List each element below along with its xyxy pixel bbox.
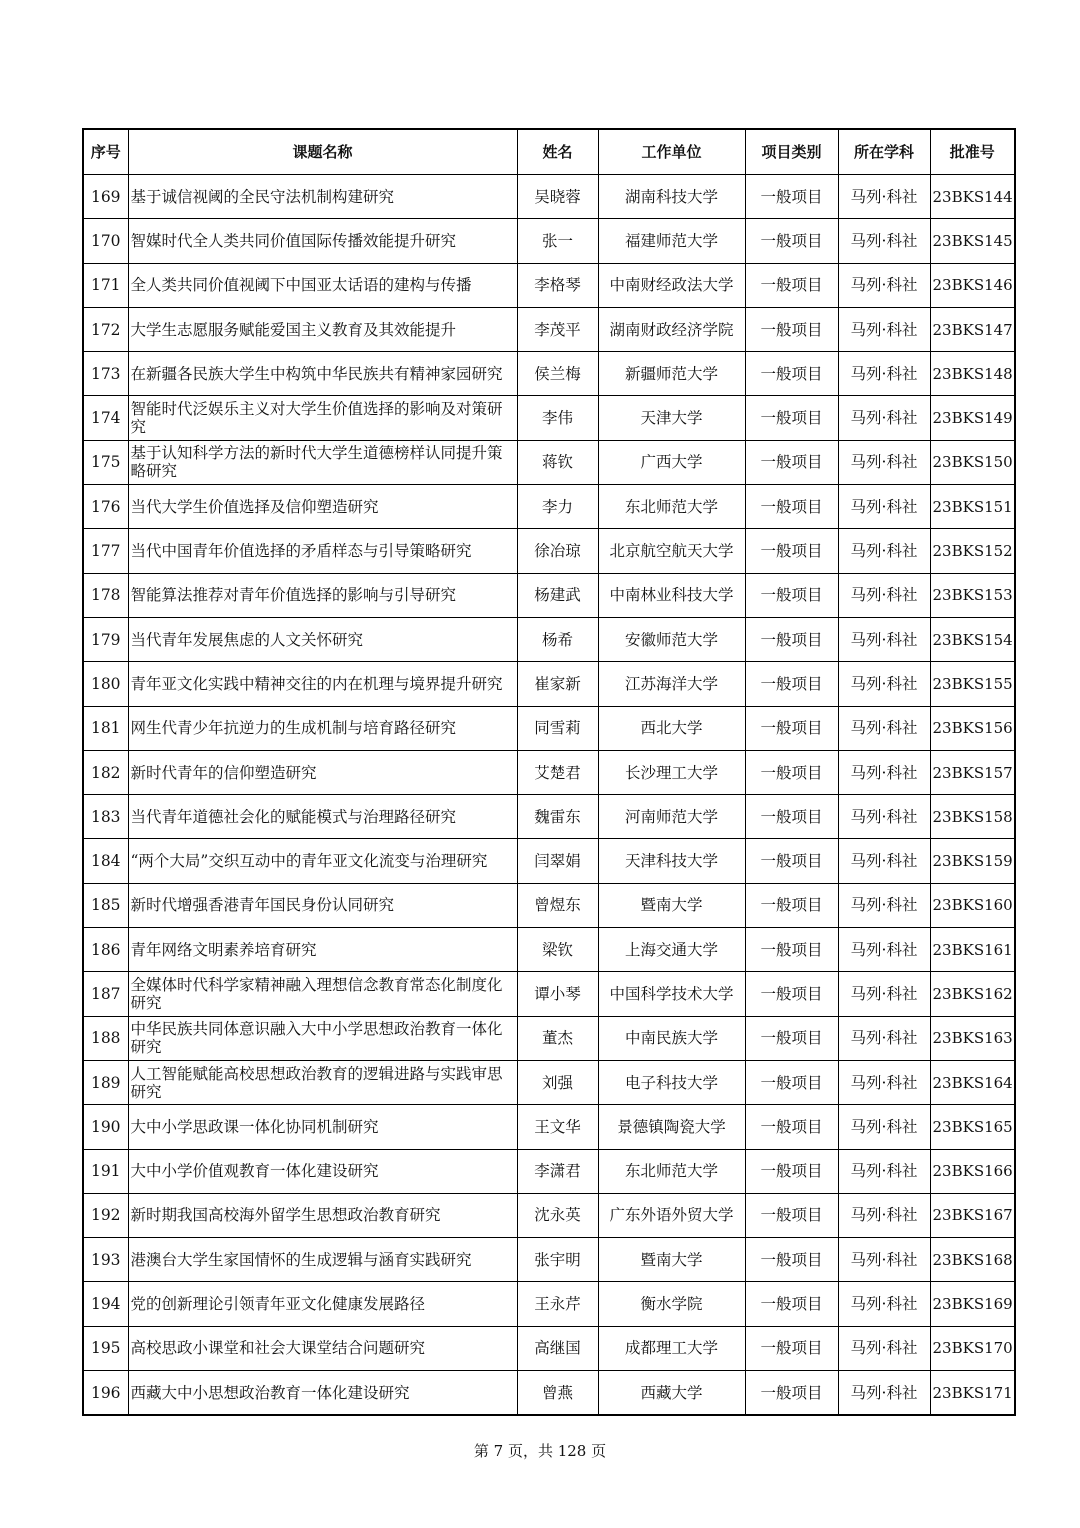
discipline: 马列·科社 bbox=[838, 396, 930, 440]
table-row bbox=[83, 396, 1015, 440]
project-category: 一般项目 bbox=[745, 1105, 838, 1149]
project-title: 大中小学思政课一体化协同机制研究 bbox=[128, 1105, 517, 1149]
researcher-name: 张宇明 bbox=[517, 1238, 598, 1282]
project-category: 一般项目 bbox=[745, 440, 838, 484]
work-unit: 新疆师范大学 bbox=[598, 352, 745, 396]
approval-number: 23BKS155 bbox=[930, 662, 1015, 706]
work-unit: 暨南大学 bbox=[598, 1238, 745, 1282]
work-unit: 河南师范大学 bbox=[598, 795, 745, 839]
project-title: 网生代青少年抗逆力的生成机制与培育路径研究 bbox=[128, 706, 517, 750]
row-index: 187 bbox=[83, 972, 128, 1016]
approval-number: 23BKS146 bbox=[930, 263, 1015, 307]
header-title: 课题名称 bbox=[128, 129, 517, 175]
researcher-name: 曾燕 bbox=[517, 1371, 598, 1416]
table-row bbox=[83, 883, 1015, 927]
work-unit: 电子科技大学 bbox=[598, 1060, 745, 1104]
researcher-name: 梁钦 bbox=[517, 928, 598, 972]
project-category: 一般项目 bbox=[745, 1238, 838, 1282]
project-category: 一般项目 bbox=[745, 307, 838, 351]
table-row bbox=[83, 1016, 1015, 1060]
header-category: 项目类别 bbox=[745, 129, 838, 175]
discipline: 马列·科社 bbox=[838, 1326, 930, 1370]
researcher-name: 艾楚君 bbox=[517, 750, 598, 794]
table-row bbox=[83, 1060, 1015, 1104]
approval-number: 23BKS164 bbox=[930, 1060, 1015, 1104]
approval-number: 23BKS144 bbox=[930, 175, 1015, 219]
researcher-name: 徐冶琼 bbox=[517, 529, 598, 573]
row-index: 185 bbox=[83, 883, 128, 927]
discipline: 马列·科社 bbox=[838, 883, 930, 927]
table-body bbox=[83, 175, 1015, 1416]
table-row bbox=[83, 1371, 1015, 1416]
work-unit: 中国科学技术大学 bbox=[598, 972, 745, 1016]
project-category: 一般项目 bbox=[745, 263, 838, 307]
approval-number: 23BKS149 bbox=[930, 396, 1015, 440]
row-index: 192 bbox=[83, 1193, 128, 1237]
work-unit: 江苏海洋大学 bbox=[598, 662, 745, 706]
project-category: 一般项目 bbox=[745, 662, 838, 706]
work-unit: 天津科技大学 bbox=[598, 839, 745, 883]
approval-number: 23BKS148 bbox=[930, 352, 1015, 396]
header-name: 姓名 bbox=[517, 129, 598, 175]
discipline: 马列·科社 bbox=[838, 529, 930, 573]
project-title: 全人类共同价值视阈下中国亚太话语的建构与传播 bbox=[128, 263, 517, 307]
discipline: 马列·科社 bbox=[838, 1105, 930, 1149]
table-row bbox=[83, 219, 1015, 263]
project-category: 一般项目 bbox=[745, 617, 838, 661]
work-unit: 广东外语外贸大学 bbox=[598, 1193, 745, 1237]
table-row bbox=[83, 440, 1015, 484]
table-header-row bbox=[83, 129, 1015, 175]
discipline: 马列·科社 bbox=[838, 1016, 930, 1060]
researcher-name: 李伟 bbox=[517, 396, 598, 440]
table-row bbox=[83, 1282, 1015, 1326]
row-index: 178 bbox=[83, 573, 128, 617]
researcher-name: 李潇君 bbox=[517, 1149, 598, 1193]
row-index: 174 bbox=[83, 396, 128, 440]
work-unit: 暨南大学 bbox=[598, 883, 745, 927]
researcher-name: 沈永英 bbox=[517, 1193, 598, 1237]
row-index: 195 bbox=[83, 1326, 128, 1370]
approval-number: 23BKS156 bbox=[930, 706, 1015, 750]
row-index: 173 bbox=[83, 352, 128, 396]
discipline: 马列·科社 bbox=[838, 352, 930, 396]
project-category: 一般项目 bbox=[745, 573, 838, 617]
project-title: 当代青年道德社会化的赋能模式与治理路径研究 bbox=[128, 795, 517, 839]
discipline: 马列·科社 bbox=[838, 440, 930, 484]
table-row bbox=[83, 263, 1015, 307]
approval-number: 23BKS166 bbox=[930, 1149, 1015, 1193]
researcher-name: 董杰 bbox=[517, 1016, 598, 1060]
project-title: 新时代青年的信仰塑造研究 bbox=[128, 750, 517, 794]
table-row bbox=[83, 485, 1015, 529]
table-row bbox=[83, 839, 1015, 883]
project-title: 高校思政小课堂和社会大课堂结合问题研究 bbox=[128, 1326, 517, 1370]
approval-number: 23BKS150 bbox=[930, 440, 1015, 484]
approval-number: 23BKS163 bbox=[930, 1016, 1015, 1060]
discipline: 马列·科社 bbox=[838, 706, 930, 750]
row-index: 183 bbox=[83, 795, 128, 839]
project-title: 智媒时代全人类共同价值国际传播效能提升研究 bbox=[128, 219, 517, 263]
work-unit: 西北大学 bbox=[598, 706, 745, 750]
discipline: 马列·科社 bbox=[838, 928, 930, 972]
row-index: 181 bbox=[83, 706, 128, 750]
work-unit: 北京航空航天大学 bbox=[598, 529, 745, 573]
row-index: 196 bbox=[83, 1371, 128, 1416]
discipline: 马列·科社 bbox=[838, 839, 930, 883]
work-unit: 衡水学院 bbox=[598, 1282, 745, 1326]
work-unit: 安徽师范大学 bbox=[598, 617, 745, 661]
discipline: 马列·科社 bbox=[838, 307, 930, 351]
researcher-name: 曾煜东 bbox=[517, 883, 598, 927]
table-row bbox=[83, 529, 1015, 573]
work-unit: 长沙理工大学 bbox=[598, 750, 745, 794]
table-row bbox=[83, 1238, 1015, 1282]
work-unit: 湖南财政经济学院 bbox=[598, 307, 745, 351]
project-category: 一般项目 bbox=[745, 750, 838, 794]
researcher-name: 闫翠娟 bbox=[517, 839, 598, 883]
table-row bbox=[83, 928, 1015, 972]
project-category: 一般项目 bbox=[745, 839, 838, 883]
table-row bbox=[83, 1193, 1015, 1237]
researcher-name: 蒋钦 bbox=[517, 440, 598, 484]
header-approval-no: 批准号 bbox=[930, 129, 1015, 175]
work-unit: 中南财经政法大学 bbox=[598, 263, 745, 307]
approval-number: 23BKS161 bbox=[930, 928, 1015, 972]
approval-number: 23BKS167 bbox=[930, 1193, 1015, 1237]
discipline: 马列·科社 bbox=[838, 750, 930, 794]
approval-number: 23BKS157 bbox=[930, 750, 1015, 794]
project-title: 当代青年发展焦虑的人文关怀研究 bbox=[128, 617, 517, 661]
row-index: 189 bbox=[83, 1060, 128, 1104]
approval-number: 23BKS169 bbox=[930, 1282, 1015, 1326]
row-index: 194 bbox=[83, 1282, 128, 1326]
researcher-name: 杨建武 bbox=[517, 573, 598, 617]
project-category: 一般项目 bbox=[745, 1193, 838, 1237]
project-category: 一般项目 bbox=[745, 1060, 838, 1104]
work-unit: 景德镇陶瓷大学 bbox=[598, 1105, 745, 1149]
header-index: 序号 bbox=[83, 129, 128, 175]
researcher-name: 侯兰梅 bbox=[517, 352, 598, 396]
row-index: 193 bbox=[83, 1238, 128, 1282]
project-title: 基于诚信视阈的全民守法机制构建研究 bbox=[128, 175, 517, 219]
approval-number: 23BKS159 bbox=[930, 839, 1015, 883]
approval-number: 23BKS153 bbox=[930, 573, 1015, 617]
project-title: 大学生志愿服务赋能爱国主义教育及其效能提升 bbox=[128, 307, 517, 351]
project-category: 一般项目 bbox=[745, 485, 838, 529]
project-category: 一般项目 bbox=[745, 1371, 838, 1416]
table-row bbox=[83, 750, 1015, 794]
discipline: 马列·科社 bbox=[838, 485, 930, 529]
project-category: 一般项目 bbox=[745, 219, 838, 263]
researcher-name: 李力 bbox=[517, 485, 598, 529]
row-index: 182 bbox=[83, 750, 128, 794]
discipline: 马列·科社 bbox=[838, 1238, 930, 1282]
work-unit: 上海交通大学 bbox=[598, 928, 745, 972]
work-unit: 东北师范大学 bbox=[598, 1149, 745, 1193]
row-index: 172 bbox=[83, 307, 128, 351]
row-index: 175 bbox=[83, 440, 128, 484]
discipline: 马列·科社 bbox=[838, 175, 930, 219]
researcher-name: 杨希 bbox=[517, 617, 598, 661]
page-number: 第 7 页，共 128 页 bbox=[473, 1442, 607, 1460]
table-row bbox=[83, 307, 1015, 351]
work-unit: 成都理工大学 bbox=[598, 1326, 745, 1370]
row-index: 186 bbox=[83, 928, 128, 972]
table-row bbox=[83, 706, 1015, 750]
project-category: 一般项目 bbox=[745, 706, 838, 750]
approval-number: 23BKS160 bbox=[930, 883, 1015, 927]
project-title: 港澳台大学生家国情怀的生成逻辑与涵育实践研究 bbox=[128, 1238, 517, 1282]
researcher-name: 王永芹 bbox=[517, 1282, 598, 1326]
researcher-name: 崔家新 bbox=[517, 662, 598, 706]
project-category: 一般项目 bbox=[745, 1016, 838, 1060]
project-category: 一般项目 bbox=[745, 1282, 838, 1326]
project-category: 一般项目 bbox=[745, 175, 838, 219]
work-unit: 天津大学 bbox=[598, 396, 745, 440]
project-title: 中华民族共同体意识融入大中小学思想政治教育一体化研究 bbox=[128, 1016, 517, 1060]
project-category: 一般项目 bbox=[745, 1326, 838, 1370]
project-title: 新时期我国高校海外留学生思想政治教育研究 bbox=[128, 1193, 517, 1237]
row-index: 176 bbox=[83, 485, 128, 529]
work-unit: 西藏大学 bbox=[598, 1371, 745, 1416]
work-unit: 湖南科技大学 bbox=[598, 175, 745, 219]
project-title: 当代中国青年价值选择的矛盾样态与引导策略研究 bbox=[128, 529, 517, 573]
project-title: 青年网络文明素养培育研究 bbox=[128, 928, 517, 972]
table-row bbox=[83, 175, 1015, 219]
table-row bbox=[83, 795, 1015, 839]
project-category: 一般项目 bbox=[745, 1149, 838, 1193]
header-unit: 工作单位 bbox=[598, 129, 745, 175]
approval-number: 23BKS165 bbox=[930, 1105, 1015, 1149]
project-category: 一般项目 bbox=[745, 529, 838, 573]
approval-number: 23BKS147 bbox=[930, 307, 1015, 351]
row-index: 180 bbox=[83, 662, 128, 706]
work-unit: 中南林业科技大学 bbox=[598, 573, 745, 617]
project-category: 一般项目 bbox=[745, 795, 838, 839]
project-category: 一般项目 bbox=[745, 352, 838, 396]
discipline: 马列·科社 bbox=[838, 1371, 930, 1416]
discipline: 马列·科社 bbox=[838, 1282, 930, 1326]
table-row bbox=[83, 1149, 1015, 1193]
row-index: 179 bbox=[83, 617, 128, 661]
discipline: 马列·科社 bbox=[838, 1193, 930, 1237]
researcher-name: 同雪莉 bbox=[517, 706, 598, 750]
approval-number: 23BKS168 bbox=[930, 1238, 1015, 1282]
approval-number: 23BKS151 bbox=[930, 485, 1015, 529]
discipline: 马列·科社 bbox=[838, 1149, 930, 1193]
discipline: 马列·科社 bbox=[838, 1060, 930, 1104]
project-category: 一般项目 bbox=[745, 396, 838, 440]
approval-number: 23BKS154 bbox=[930, 617, 1015, 661]
project-category: 一般项目 bbox=[745, 883, 838, 927]
project-title: 智能算法推荐对青年价值选择的影响与引导研究 bbox=[128, 573, 517, 617]
row-index: 170 bbox=[83, 219, 128, 263]
approval-number: 23BKS152 bbox=[930, 529, 1015, 573]
project-title: 大中小学价值观教育一体化建设研究 bbox=[128, 1149, 517, 1193]
researcher-name: 吴晓蓉 bbox=[517, 175, 598, 219]
researcher-name: 刘强 bbox=[517, 1060, 598, 1104]
work-unit: 中南民族大学 bbox=[598, 1016, 745, 1060]
work-unit: 广西大学 bbox=[598, 440, 745, 484]
table-row bbox=[83, 972, 1015, 1016]
researcher-name: 李格琴 bbox=[517, 263, 598, 307]
project-title: 西藏大中小思想政治教育一体化建设研究 bbox=[128, 1371, 517, 1416]
table-row bbox=[83, 662, 1015, 706]
discipline: 马列·科社 bbox=[838, 219, 930, 263]
row-index: 171 bbox=[83, 263, 128, 307]
table-row bbox=[83, 617, 1015, 661]
project-title: 青年亚文化实践中精神交往的内在机理与境界提升研究 bbox=[128, 662, 517, 706]
approval-number: 23BKS171 bbox=[930, 1371, 1015, 1416]
project-title: 当代大学生价值选择及信仰塑造研究 bbox=[128, 485, 517, 529]
project-table bbox=[82, 128, 1016, 1416]
project-title: 基于认知科学方法的新时代大学生道德榜样认同提升策略研究 bbox=[128, 440, 517, 484]
discipline: 马列·科社 bbox=[838, 573, 930, 617]
row-index: 191 bbox=[83, 1149, 128, 1193]
project-title: 新时代增强香港青年国民身份认同研究 bbox=[128, 883, 517, 927]
researcher-name: 谭小琴 bbox=[517, 972, 598, 1016]
project-title: 全媒体时代科学家精神融入理想信念教育常态化制度化研究 bbox=[128, 972, 517, 1016]
discipline: 马列·科社 bbox=[838, 263, 930, 307]
project-title: 智能时代泛娱乐主义对大学生价值选择的影响及对策研究 bbox=[128, 396, 517, 440]
table-row bbox=[83, 1326, 1015, 1370]
discipline: 马列·科社 bbox=[838, 972, 930, 1016]
project-category: 一般项目 bbox=[745, 928, 838, 972]
table-row bbox=[83, 352, 1015, 396]
researcher-name: 魏雷东 bbox=[517, 795, 598, 839]
work-unit: 福建师范大学 bbox=[598, 219, 745, 263]
researcher-name: 张一 bbox=[517, 219, 598, 263]
row-index: 169 bbox=[83, 175, 128, 219]
header-discipline: 所在学科 bbox=[838, 129, 930, 175]
row-index: 188 bbox=[83, 1016, 128, 1060]
discipline: 马列·科社 bbox=[838, 662, 930, 706]
discipline: 马列·科社 bbox=[838, 617, 930, 661]
project-title: 党的创新理论引领青年亚文化健康发展路径 bbox=[128, 1282, 517, 1326]
researcher-name: 王文华 bbox=[517, 1105, 598, 1149]
approval-number: 23BKS158 bbox=[930, 795, 1015, 839]
row-index: 184 bbox=[83, 839, 128, 883]
researcher-name: 李茂平 bbox=[517, 307, 598, 351]
project-title: 人工智能赋能高校思想政治教育的逻辑进路与实践审思研究 bbox=[128, 1060, 517, 1104]
approval-number: 23BKS145 bbox=[930, 219, 1015, 263]
discipline: 马列·科社 bbox=[838, 795, 930, 839]
table-row bbox=[83, 573, 1015, 617]
project-category: 一般项目 bbox=[745, 972, 838, 1016]
project-title: “两个大局”交织互动中的青年亚文化流变与治理研究 bbox=[128, 839, 517, 883]
approval-number: 23BKS162 bbox=[930, 972, 1015, 1016]
row-index: 190 bbox=[83, 1105, 128, 1149]
row-index: 177 bbox=[83, 529, 128, 573]
table-row bbox=[83, 1105, 1015, 1149]
approval-number: 23BKS170 bbox=[930, 1326, 1015, 1370]
project-title: 在新疆各民族大学生中构筑中华民族共有精神家园研究 bbox=[128, 352, 517, 396]
researcher-name: 高继国 bbox=[517, 1326, 598, 1370]
work-unit: 东北师范大学 bbox=[598, 485, 745, 529]
